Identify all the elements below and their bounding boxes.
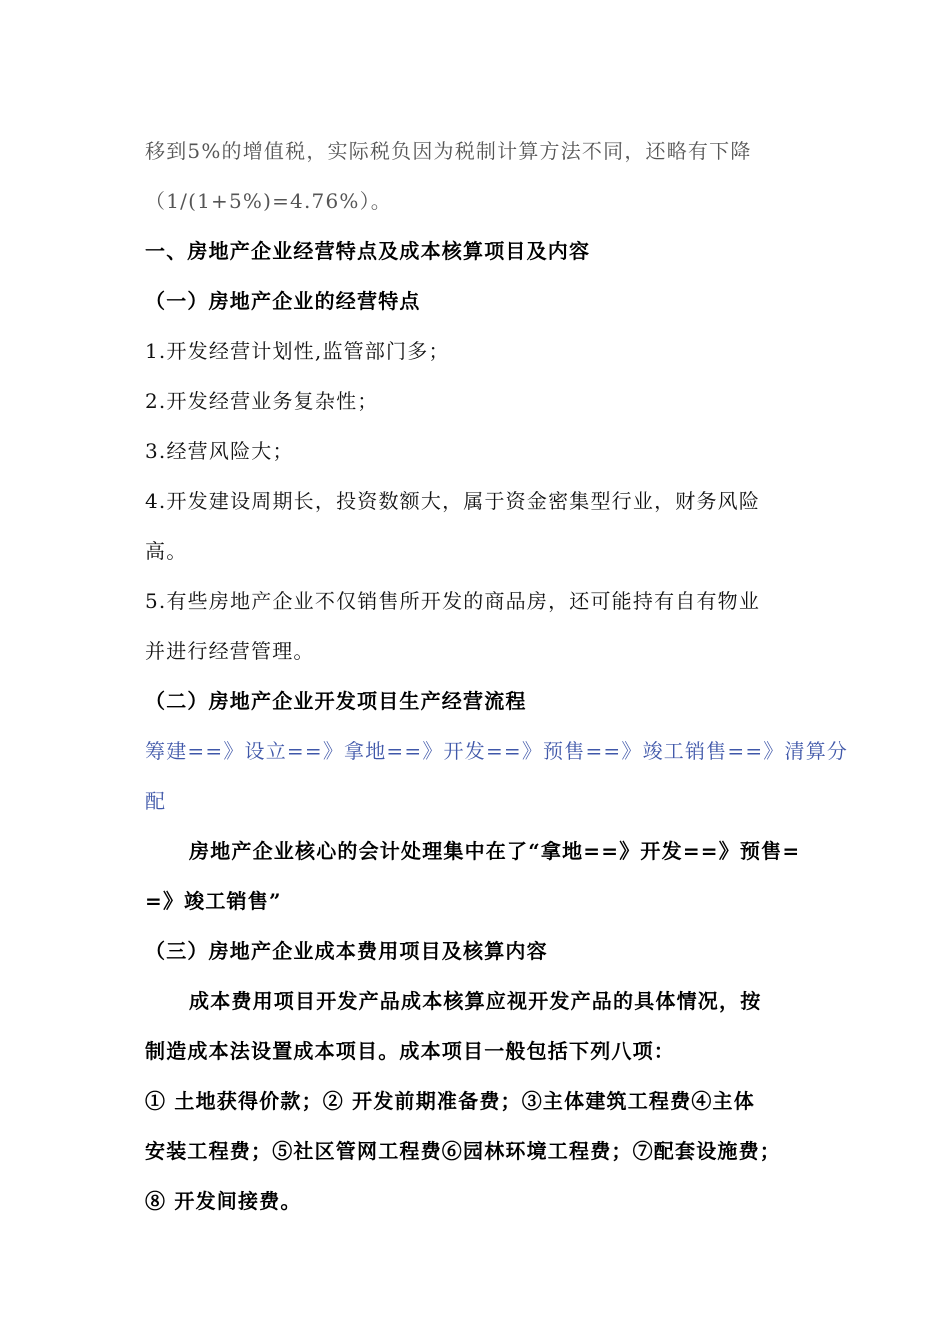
- cost-list-line-1: ① 土地获得价款；② 开发前期准备费；③主体建筑工程费④主体: [145, 1089, 755, 1113]
- section-heading-1: 一、房地产企业经营特点及成本核算项目及内容: [145, 239, 591, 263]
- process-flow-line-1: 筹建==》设立==》拿地==》开发==》预售==》竣工销售==》清算分: [145, 739, 849, 763]
- process-flow-line-2: 配: [145, 789, 167, 813]
- list-item-1: 1.开发经营计划性,监管部门多；: [145, 339, 450, 363]
- list-item-3: 3.经营风险大；: [145, 439, 294, 463]
- cost-items-line-1: 成本费用项目开发产品成本核算应视开发产品的具体情况，按: [189, 989, 762, 1013]
- cost-list-line-2: 安装工程费；⑤社区管网工程费⑥园林环境工程费；⑦配套设施费；: [145, 1139, 781, 1163]
- list-item-4-line-2: 高。: [145, 539, 188, 563]
- cost-items-line-2: 制造成本法设置成本项目。成本项目一般包括下列八项：: [145, 1039, 675, 1063]
- core-accounting-line-2: =》竣工销售”: [145, 889, 282, 913]
- para-vat-line-1: 移到5%的增值税，实际税负因为税制计算方法不同，还略有下降: [145, 139, 752, 163]
- list-item-4-line-1: 4.开发建设周期长，投资数额大，属于资金密集型行业，财务风险: [145, 489, 761, 513]
- subsection-heading-1: （一）房地产企业的经营特点: [145, 289, 421, 313]
- para-vat-line-2: （1/(1+5%)=4.76%）。: [145, 189, 392, 213]
- subsection-heading-3: （三）房地产企业成本费用项目及核算内容: [145, 939, 548, 963]
- list-item-2: 2.开发经营业务复杂性；: [145, 389, 379, 413]
- list-item-5-line-2: 并进行经营管理。: [145, 639, 315, 663]
- core-accounting-line-1: 房地产企业核心的会计处理集中在了“拿地==》开发==》预售=: [189, 839, 801, 863]
- list-item-5-line-1: 5.有些房地产企业不仅销售所开发的商品房，还可能持有自有物业: [145, 589, 761, 613]
- cost-list-line-3: ⑧ 开发间接费。: [145, 1189, 302, 1213]
- subsection-heading-2: （二）房地产企业开发项目生产经营流程: [145, 689, 527, 713]
